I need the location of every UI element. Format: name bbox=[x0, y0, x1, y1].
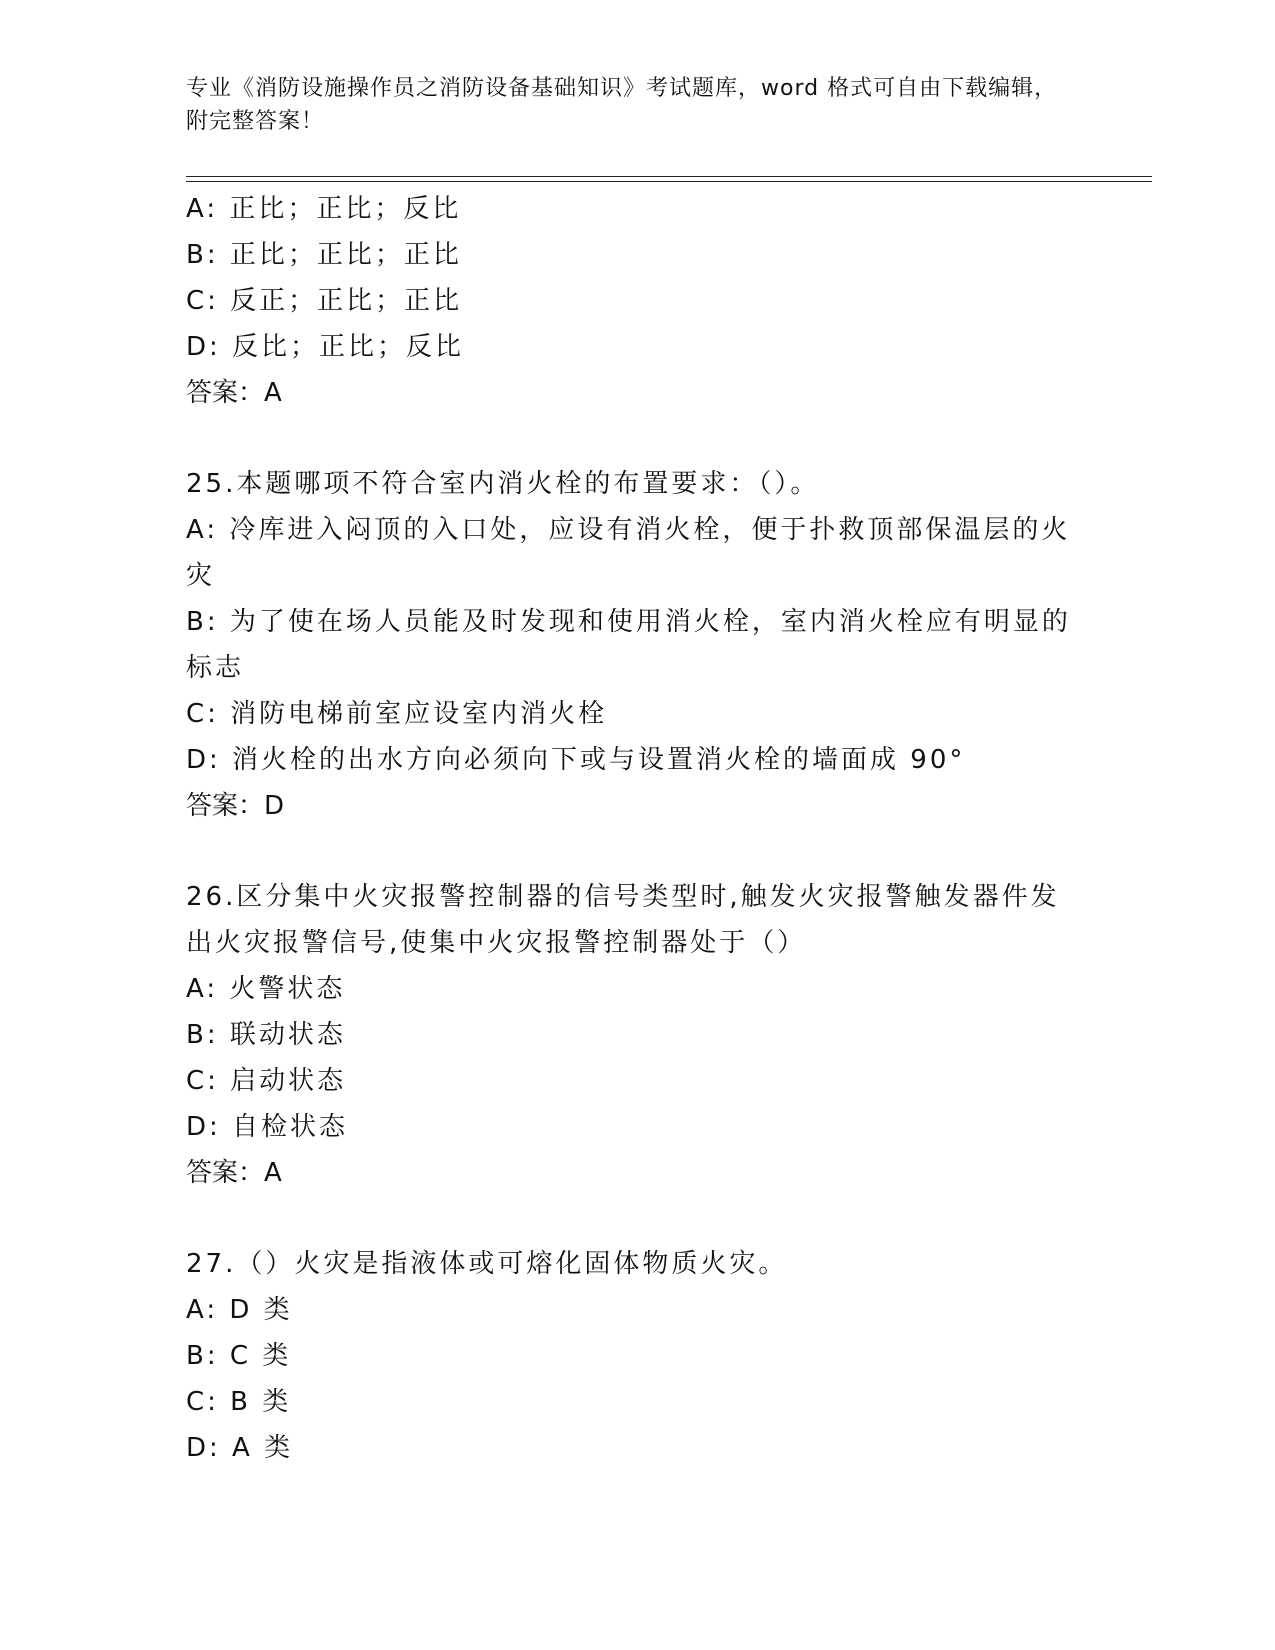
option-d: D: 反比；正比；反比 bbox=[186, 332, 465, 362]
question-25 bbox=[186, 461, 1086, 829]
question-27 bbox=[186, 1241, 1086, 1471]
question-stem: 27.（）火灾是指液体或可熔化固体物质火灾。 bbox=[186, 1249, 788, 1279]
option-c: C: 反正；正比；正比 bbox=[186, 286, 463, 316]
question-24-continued bbox=[186, 186, 1086, 1471]
option-b: B: 联动状态 bbox=[186, 1020, 346, 1050]
option-d: D: A 类 bbox=[186, 1433, 294, 1463]
option-d: D: 消火栓的出水方向必须向下或与设置消火栓的墙面成 90° bbox=[186, 745, 966, 775]
question-26 bbox=[186, 874, 1086, 1196]
header-rule-bottom bbox=[186, 181, 1152, 182]
header-intro-text: 专业《消防设施操作员之消防设备基础知识》考试题库，word 格式可自由下载编辑，附完整答案！ bbox=[186, 76, 1058, 134]
option-a: A: 正比；正比；反比 bbox=[186, 194, 462, 224]
option-c: C: 消防电梯前室应设室内消火栓 bbox=[186, 699, 608, 729]
header-rule-top bbox=[186, 176, 1152, 177]
document-header bbox=[186, 72, 1076, 138]
option-c: C: B 类 bbox=[186, 1387, 292, 1417]
answer-line: 答案：A bbox=[186, 1158, 282, 1188]
question-stem: 26.区分集中火灾报警控制器的信号类型时,触发火灾报警触发器件发出火灾报警信号,使集中火灾报警控制器处于（） bbox=[186, 882, 1060, 958]
option-a: A: D 类 bbox=[186, 1295, 293, 1325]
answer-line: 答案：A bbox=[186, 378, 282, 408]
answer-line: 答案：D bbox=[186, 791, 285, 821]
option-a: A: 火警状态 bbox=[186, 974, 346, 1004]
question-stem: 25.本题哪项不符合室内消火栓的布置要求：（）。 bbox=[186, 469, 820, 499]
option-b: B: C 类 bbox=[186, 1341, 292, 1371]
option-a: A: 冷库进入闷顶的入口处，应设有消火栓，便于扑救顶部保温层的火灾 bbox=[186, 515, 1071, 591]
option-c: C: 启动状态 bbox=[186, 1066, 347, 1096]
option-d: D: 自检状态 bbox=[186, 1112, 349, 1142]
option-b: B: 正比；正比；正比 bbox=[186, 240, 462, 270]
option-b: B: 为了使在场人员能及时发现和使用消火栓，室内消火栓应有明显的标志 bbox=[186, 607, 1071, 683]
